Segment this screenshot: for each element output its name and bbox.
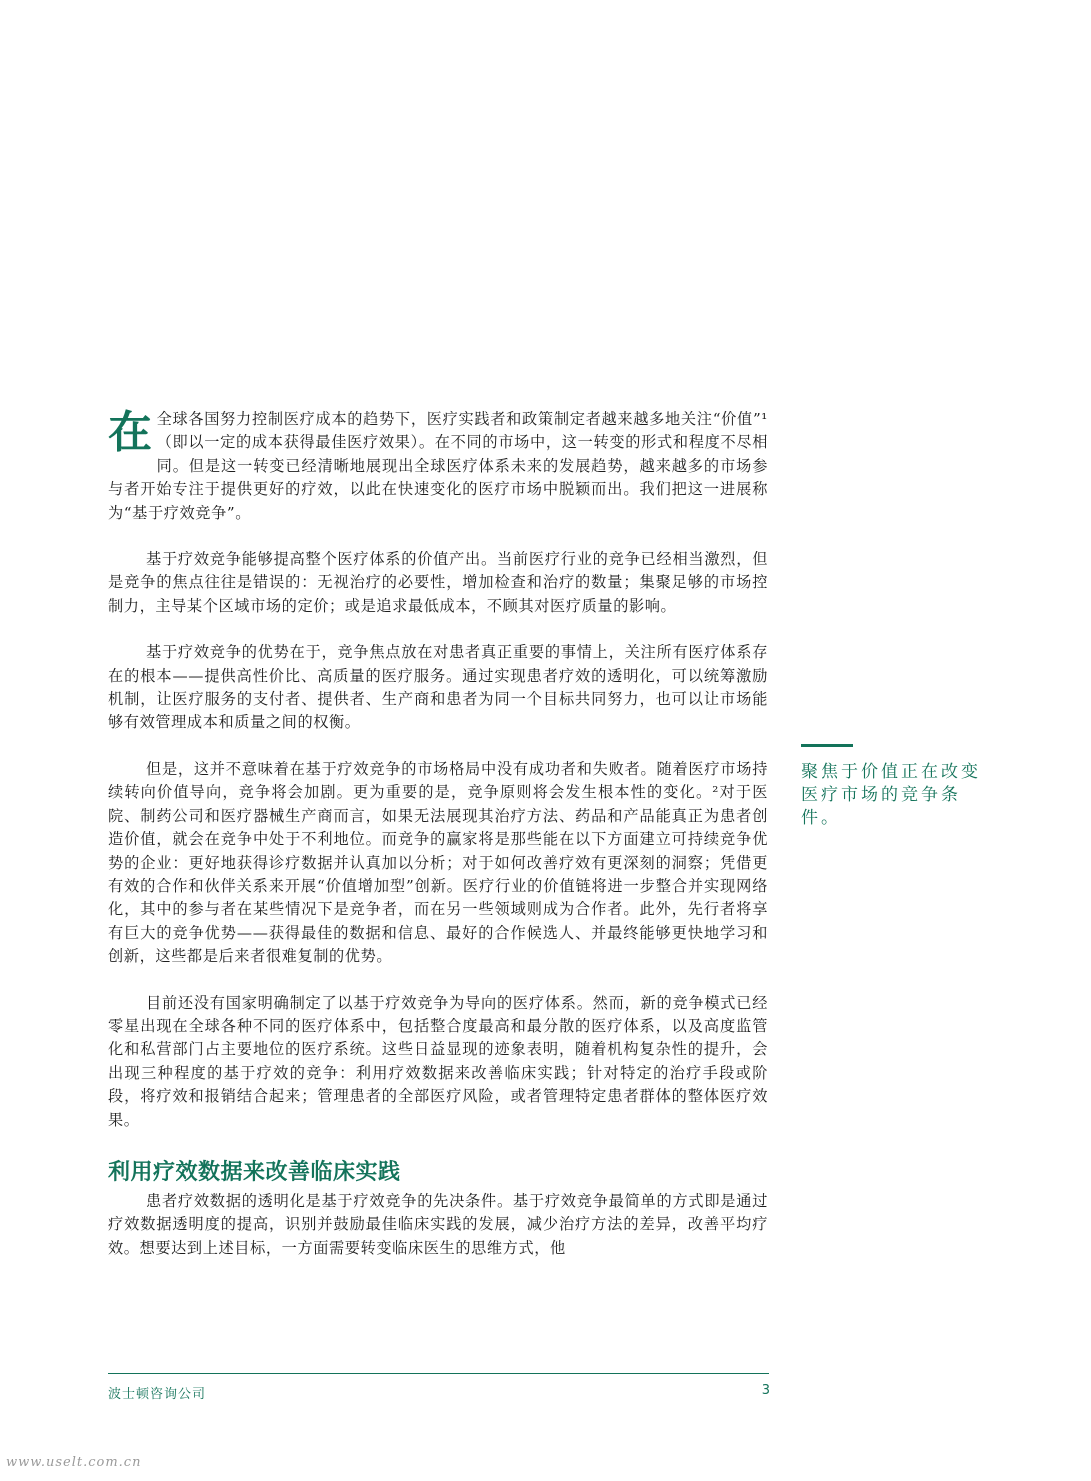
section-heading: 利用疗效数据来改善临床实践 <box>108 1158 401 1185</box>
footer-company: 波士顿咨询公司 <box>108 1387 207 1402</box>
paragraph-1-text: 全球各国努力控制医疗成本的趋势下，医疗实践者和政策制定者越来越多地关注“价值”¹（即以一定的成本获得最佳医疗效果）。在不同的市场中，这一转变的形式和程度不尽相同。但是这一转变已经清晰地展现出全球医疗体系未来的发展趋势，越来越多的市场参与者开始专注于提供更好的疗效，以此在快速变化的医疗市场中脱颖而出。我们把这一进展称为“基于疗效竞争”。 <box>108 410 768 522</box>
paragraph-4: 但是，这并不意味着在基于疗效竞争的市场格局中没有成功者和失败者。随着医疗市场持续转向价值导向，竞争将会加剧。更为重要的是，竞争原则将会发生根本性的变化。²对于医院、制药公司和医疗器械生产商而言，如果无法展现其治疗方法、药品和产品能真正为患者创造价值，就会在竞争中处于不利地位。而竞争的赢家将是那些能在以下方面建立可持续竞争优势的企业：更好地获得诊疗数据并认真加以分析；对于如何改善疗效有更深刻的洞察；凭借更有效的合作和伙伴关系来开展“价值增加型”创新。医疗行业的价值链将进一步整合并实现网络化，其中的参与者在某些情况下是竞争者，而在另一些领域则成为合作者。此外，先行者将享有巨大的竞争优势——获得最佳的数据和信息、最好的合作候选人、并最终能够更快地学习和创新，这些都是后来者很难复制的优势。 <box>108 759 768 966</box>
paragraph-3: 基于疗效竞争的优势在于，竞争焦点放在对患者真正重要的事情上，关注所有医疗体系存在的根本——提供高性价比、高质量的医疗服务。通过实现患者疗效的透明化，可以统筹激励机制，让医疗服务的支付者、提供者、生产商和患者为同一个目标共同努力，也可以让市场能够有效管理成本和质量之间的权衡。 <box>108 643 768 732</box>
paragraph-2: 基于疗效竞争能够提高整个医疗体系的价值产出。当前医疗行业的竞争已经相当激烈，但是竞争的焦点往往是错误的：无视治疗的必要性，增加检查和治疗的数量；集聚足够的市场控制力，主导某个区域市场的定价；或是追求最低成本，不顾其对医疗质量的影响。 <box>108 550 768 615</box>
page-number: 3 <box>761 1383 770 1398</box>
pull-quote <box>801 744 996 830</box>
pull-quote-text: 聚焦于价值正在改变医疗市场的竞争条件。 <box>801 762 981 828</box>
article-body <box>108 408 768 1283</box>
watermark: www.uselt.com.cn <box>6 1455 142 1470</box>
paragraph-1 <box>108 408 768 525</box>
paragraph-6: 患者疗效数据的透明化是基于疗效竞争的先决条件。基于疗效竞争最简单的方式即是通过疗效数据透明度的提高，识别并鼓励最佳临床实践的发展，减少治疗方法的差异，改善平均疗效。想要达到上述目标，一方面需要转变临床医生的思维方式，他 <box>108 1191 768 1257</box>
paragraph-5: 目前还没有国家明确制定了以基于疗效竞争为导向的医疗体系。然而，新的竞争模式已经零星出现在全球各种不同的医疗体系中，包括整合度最高和最分散的医疗体系，以及高度监管化和私营部门占主要地位的医疗系统。这些日益显现的迹象表明，随着机构复杂性的提升，会出现三种程度的基于疗效的竞争：利用疗效数据来改善临床实践；针对特定的治疗手段或阶段，将疗效和报销结合起来；管理患者的全部医疗风险，或者管理特定患者群体的整体医疗效果。 <box>108 993 768 1129</box>
drop-cap: 在 <box>108 407 153 458</box>
pull-quote-rule <box>801 744 853 747</box>
footer-divider <box>108 1373 769 1374</box>
